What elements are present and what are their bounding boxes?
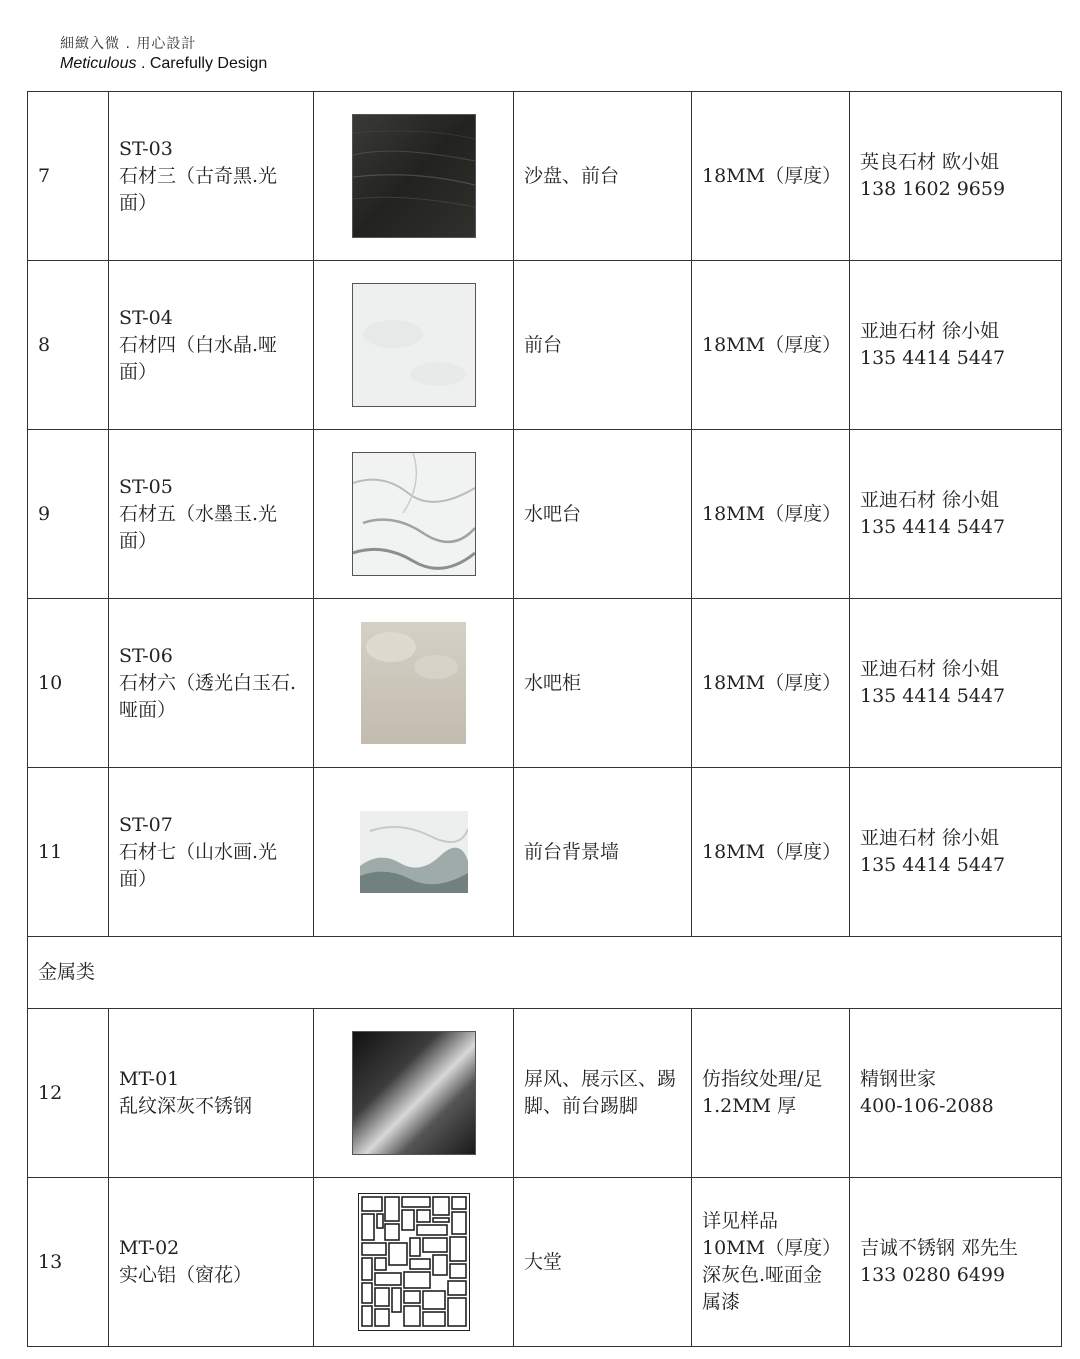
row-number: 7 bbox=[28, 92, 109, 261]
header-chinese-slogan: 細緻入微 . 用心設計 bbox=[60, 36, 197, 52]
usage-area: 沙盘、前台 bbox=[514, 92, 692, 261]
vendor-name: 亚迪石材 徐小姐 bbox=[860, 489, 1000, 511]
vendor-cell bbox=[850, 430, 1062, 599]
table-row bbox=[28, 92, 1062, 261]
vendor-cell bbox=[850, 599, 1062, 768]
vendor-name: 亚迪石材 徐小姐 bbox=[860, 320, 1000, 342]
row-number: 13 bbox=[28, 1178, 109, 1347]
vendor-name: 精钢世家 bbox=[860, 1068, 937, 1090]
material-code: ST-04 bbox=[119, 306, 173, 329]
material-code: ST-05 bbox=[119, 475, 173, 498]
material-cell bbox=[109, 261, 314, 430]
swatch-cell bbox=[314, 261, 514, 430]
dark-marble-swatch bbox=[352, 114, 476, 238]
material-name: 实心铝（窗花） bbox=[119, 1264, 253, 1286]
swatch-cell bbox=[314, 430, 514, 599]
material-cell bbox=[109, 599, 314, 768]
spec-text: 18MM（厚度） bbox=[692, 768, 850, 937]
header-english-slogan bbox=[60, 54, 267, 74]
material-cell bbox=[109, 92, 314, 261]
header-english-italic: Meticulous bbox=[60, 55, 137, 72]
vendor-cell bbox=[850, 92, 1062, 261]
material-code: ST-06 bbox=[119, 644, 173, 667]
vendor-phone: 135 4414 5447 bbox=[860, 516, 1006, 538]
material-code: ST-03 bbox=[119, 137, 173, 160]
material-name: 石材六（透光白玉石.哑面） bbox=[119, 671, 297, 721]
vendor-phone: 138 1602 9659 bbox=[860, 178, 1006, 200]
material-cell bbox=[109, 1009, 314, 1178]
vendor-name: 亚迪石材 徐小姐 bbox=[860, 658, 1000, 680]
table-row bbox=[28, 430, 1062, 599]
spec-text: 详见样品 10MM（厚度）深灰色.哑面金属漆 bbox=[692, 1178, 850, 1347]
vendor-cell bbox=[850, 261, 1062, 430]
spec-text: 仿指纹处理/足 1.2MM 厚 bbox=[692, 1009, 850, 1178]
brushed-steel-swatch bbox=[352, 1031, 476, 1155]
translucent-jade-swatch bbox=[361, 622, 466, 744]
spec-text: 18MM（厚度） bbox=[692, 430, 850, 599]
spec-text: 18MM（厚度） bbox=[692, 92, 850, 261]
vendor-cell bbox=[850, 1009, 1062, 1178]
material-name: 石材五（水墨玉.光面） bbox=[119, 502, 278, 552]
vendor-name: 英良石材 欧小姐 bbox=[860, 151, 1000, 173]
material-code: MT-01 bbox=[119, 1068, 180, 1090]
landscape-marble-swatch bbox=[360, 811, 468, 893]
table-row bbox=[28, 1009, 1062, 1178]
material-name: 石材三（古奇黑.光面） bbox=[119, 164, 278, 214]
row-number: 12 bbox=[28, 1009, 109, 1178]
material-spec-table bbox=[27, 91, 1062, 1347]
usage-area: 大堂 bbox=[514, 1178, 692, 1347]
material-code: MT-02 bbox=[119, 1237, 180, 1259]
white-crystal-swatch bbox=[352, 283, 476, 407]
material-name: 石材四（白水晶.哑面） bbox=[119, 333, 278, 383]
vendor-phone: 133 0280 6499 bbox=[860, 1264, 1006, 1286]
swatch-cell bbox=[314, 92, 514, 261]
row-number: 11 bbox=[28, 768, 109, 937]
row-number: 9 bbox=[28, 430, 109, 599]
material-cell bbox=[109, 430, 314, 599]
usage-area: 屏风、展示区、踢脚、前台踢脚 bbox=[514, 1009, 692, 1178]
vendor-phone: 400-106-2088 bbox=[860, 1095, 994, 1117]
material-cell bbox=[109, 768, 314, 937]
usage-area: 前台背景墙 bbox=[514, 768, 692, 937]
material-name: 石材七（山水画.光面） bbox=[119, 840, 278, 890]
category-label: 金属类 bbox=[28, 937, 1062, 1009]
vendor-cell bbox=[850, 768, 1062, 937]
lattice-pattern-swatch bbox=[358, 1193, 470, 1331]
row-number: 8 bbox=[28, 261, 109, 430]
swatch-cell bbox=[314, 1178, 514, 1347]
swatch-cell bbox=[314, 1009, 514, 1178]
category-row bbox=[28, 937, 1062, 1009]
spec-text: 18MM（厚度） bbox=[692, 599, 850, 768]
usage-area: 水吧台 bbox=[514, 430, 692, 599]
usage-area: 前台 bbox=[514, 261, 692, 430]
ink-jade-swatch bbox=[352, 452, 476, 576]
table-row bbox=[28, 599, 1062, 768]
table-row bbox=[28, 1178, 1062, 1347]
vendor-phone: 135 4414 5447 bbox=[860, 854, 1006, 876]
swatch-cell bbox=[314, 599, 514, 768]
vendor-phone: 135 4414 5447 bbox=[860, 347, 1006, 369]
vendor-cell bbox=[850, 1178, 1062, 1347]
table-row bbox=[28, 768, 1062, 937]
swatch-cell bbox=[314, 768, 514, 937]
table-row bbox=[28, 261, 1062, 430]
page-header bbox=[60, 34, 267, 74]
material-code: ST-07 bbox=[119, 813, 173, 836]
row-number: 10 bbox=[28, 599, 109, 768]
spec-text: 18MM（厚度） bbox=[692, 261, 850, 430]
vendor-phone: 135 4414 5447 bbox=[860, 685, 1006, 707]
header-english-rest: . Carefully Design bbox=[140, 55, 268, 72]
vendor-name: 亚迪石材 徐小姐 bbox=[860, 827, 1000, 849]
material-cell bbox=[109, 1178, 314, 1347]
material-name: 乱纹深灰不锈钢 bbox=[119, 1095, 253, 1117]
vendor-name: 吉诚不锈钢 邓先生 bbox=[860, 1237, 1019, 1259]
usage-area: 水吧柜 bbox=[514, 599, 692, 768]
